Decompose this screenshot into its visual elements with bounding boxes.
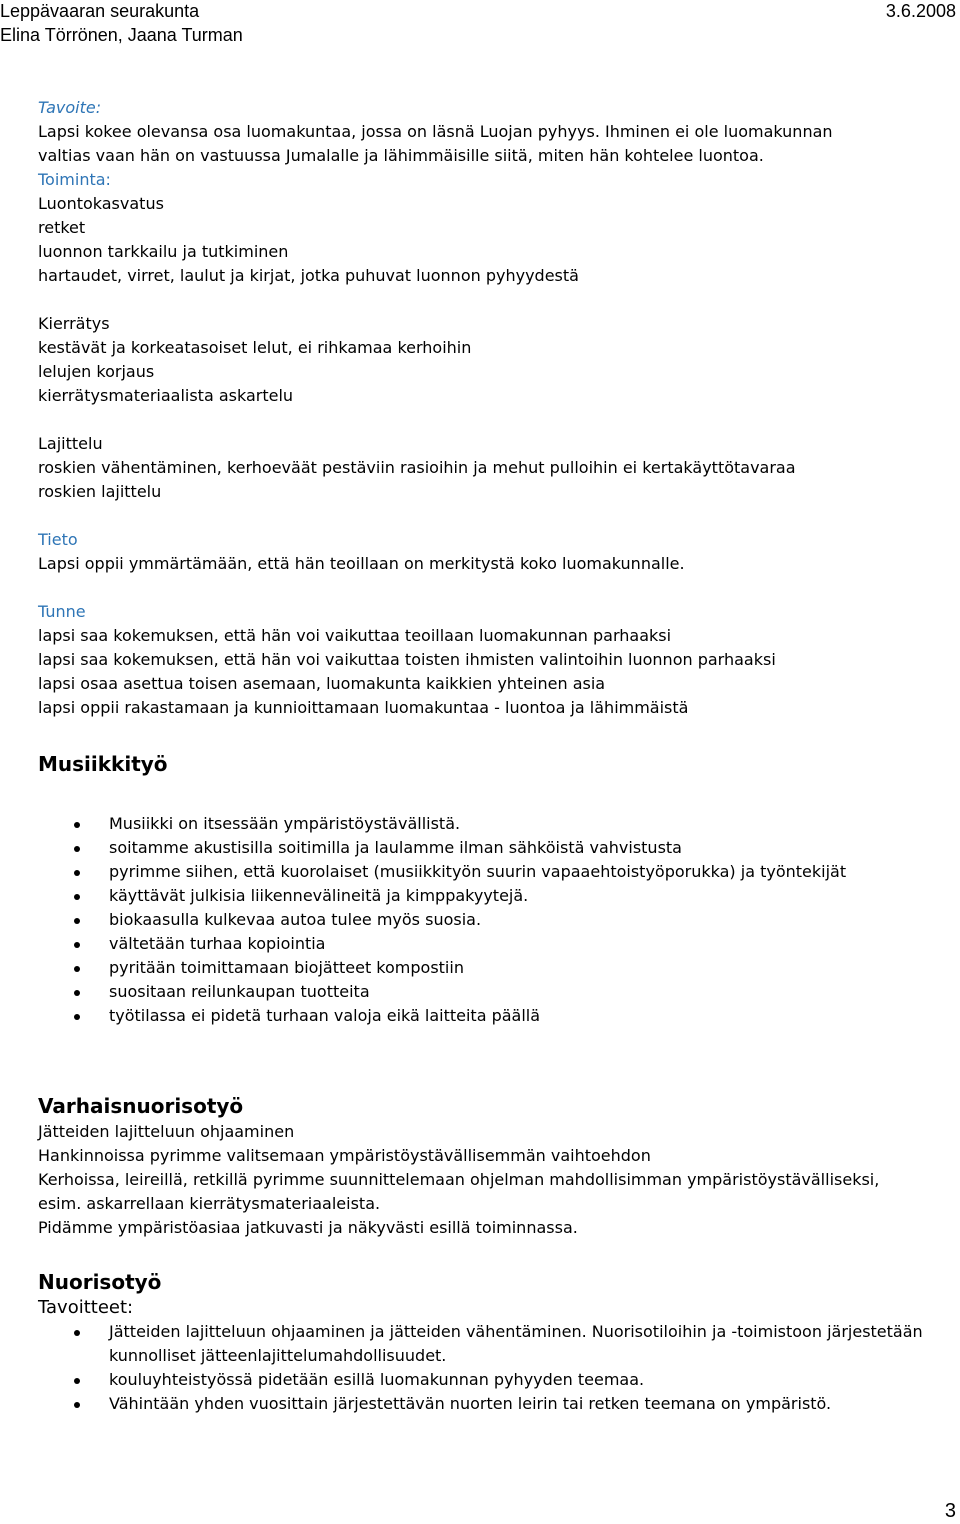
list-item: pyrimme siihen, että kuorolaiset (musiikkityön suurin vapaaehtoistyöporukka) ja työntekijät	[38, 860, 938, 884]
varhaisnuorisotyo-line: Hankinnoissa pyrimme valitsemaan ympäristöystävällisemmän vaihtoehdon	[38, 1146, 651, 1165]
bullet-icon	[74, 846, 80, 852]
section-toiminta	[38, 168, 938, 504]
toiminta-line: luonnon tarkkailu ja tutkiminen	[38, 242, 289, 261]
list-item: Vähintään yhden vuosittain järjestettävän nuorten leirin tai retken teemana on ympäristö.	[38, 1392, 938, 1416]
section-varhaisnuorisotyo	[38, 1120, 938, 1240]
varhaisnuorisotyo-heading: Varhaisnuorisotyö	[38, 1094, 244, 1118]
toiminta-line: roskien lajittelu	[38, 482, 162, 501]
bullet-icon	[74, 870, 80, 876]
list-item: työtilassa ei pidetä turhaan valoja eikä laitteita päällä	[38, 1004, 938, 1028]
list-item: pyritään toimittamaan biojätteet kompostiin	[38, 956, 938, 980]
musiikkityo-list	[38, 812, 938, 1028]
list-item: Musiikki on itsessään ympäristöystävällistä.	[38, 812, 938, 836]
varhaisnuorisotyo-line: Jätteiden lajitteluun ohjaaminen	[38, 1122, 295, 1141]
bullet-icon	[74, 1014, 80, 1020]
bullet-icon	[74, 894, 80, 900]
toiminta-line: kestävät ja korkeatasoiset lelut, ei rihkamaa kerhoihin	[38, 338, 472, 357]
toiminta-line: kierrätysmateriaalista askartelu	[38, 386, 294, 405]
document-body	[38, 96, 938, 1416]
toiminta-line: Lajittelu	[38, 434, 103, 453]
section-tavoite	[38, 96, 938, 168]
nuorisotyo-list	[38, 1320, 938, 1416]
list-item: biokaasulla kulkevaa autoa tulee myös suosia.	[38, 908, 938, 932]
tavoite-label: Tavoite:	[38, 98, 102, 117]
bullet-icon	[74, 1378, 80, 1384]
toiminta-line: Kierrätys	[38, 314, 110, 333]
section-tieto	[38, 528, 938, 576]
list-item: kouluyhteistyössä pidetään esillä luomakunnan pyhyyden teemaa.	[38, 1368, 938, 1392]
tunne-line: lapsi osaa asettua toisen asemaan, luomakunta kaikkien yhteinen asia	[38, 674, 606, 693]
toiminta-label: Toiminta:	[38, 170, 111, 189]
bullet-icon	[74, 1330, 80, 1336]
bullet-icon	[74, 990, 80, 996]
list-item: soitamme akustisilla soitimilla ja laulamme ilman sähköistä vahvistusta	[38, 836, 938, 860]
list-item: Jätteiden lajitteluun ohjaaminen ja jätteiden vähentäminen. Nuorisotiloihin ja -toimistoon järjestetään kunnolliset jätteenlajittelumahdollisuudet.	[38, 1320, 938, 1368]
varhaisnuorisotyo-line: Pidämme ympäristöasiaa jatkuvasti ja näkyvästi esillä toiminnassa.	[38, 1218, 578, 1237]
varhaisnuorisotyo-line: esim. askarrellaan kierrätysmateriaaleista.	[38, 1194, 381, 1213]
tunne-line: lapsi saa kokemuksen, että hän voi vaikuttaa teoillaan luomakunnan parhaaksi	[38, 626, 672, 645]
bullet-icon	[74, 942, 80, 948]
bullet-icon	[74, 1402, 80, 1408]
toiminta-line: lelujen korjaus	[38, 362, 155, 381]
tieto-label: Tieto	[38, 530, 78, 549]
bullet-icon	[74, 966, 80, 972]
page-number: 3	[944, 1500, 956, 1522]
tunne-label: Tunne	[38, 602, 86, 621]
tavoite-line: Lapsi kokee olevansa osa luomakuntaa, jossa on läsnä Luojan pyhyys. Ihminen ei ole luomakunnan	[38, 122, 833, 141]
section-tunne	[38, 600, 938, 720]
varhaisnuorisotyo-line: Kerhoissa, leireillä, retkillä pyrimme suunnittelemaan ohjelman mahdollisimman ympäristöystävälliseksi,	[38, 1170, 880, 1189]
toiminta-line: retket	[38, 218, 86, 237]
header-date: 3.6.2008	[885, 1, 956, 21]
page-header	[0, 0, 960, 50]
header-authors: Elina Törrönen, Jaana Turman	[0, 25, 243, 45]
list-item: käyttävät julkisia liikennevälineitä ja kimppakyytejä.	[38, 884, 938, 908]
toiminta-line: hartaudet, virret, laulut ja kirjat, jotka puhuvat luonnon pyhyydestä	[38, 266, 579, 285]
toiminta-line: Luontokasvatus	[38, 194, 164, 213]
bullet-icon	[74, 918, 80, 924]
nuorisotyo-heading: Nuorisotyö	[38, 1270, 162, 1294]
header-organization: Leppävaaran seurakunta	[0, 1, 200, 21]
list-item: suositaan reilunkaupan tuotteita	[38, 980, 938, 1004]
musiikkityo-heading: Musiikkityö	[38, 752, 168, 776]
tunne-line: lapsi oppii rakastamaan ja kunnioittamaan luomakuntaa - luontoa ja lähimmäistä	[38, 698, 689, 717]
toiminta-line: roskien vähentäminen, kerhoeväät pestäviin rasioihin ja mehut pulloihin ei kertakäyttötavaraa	[38, 458, 796, 477]
tavoite-line: valtias vaan hän on vastuussa Jumalalle ja lähimmäisille siitä, miten hän kohtelee luontoa.	[38, 146, 764, 165]
nuorisotyo-subheading: Tavoitteet:	[38, 1297, 134, 1318]
tunne-line: lapsi saa kokemuksen, että hän voi vaikuttaa toisten ihmisten valintoihin luonnon parhaaksi	[38, 650, 776, 669]
list-item: vältetään turhaa kopiointia	[38, 932, 938, 956]
bullet-icon	[74, 822, 80, 828]
tieto-text: Lapsi oppii ymmärtämään, että hän teoillaan on merkitystä koko luomakunnalle.	[38, 554, 685, 573]
